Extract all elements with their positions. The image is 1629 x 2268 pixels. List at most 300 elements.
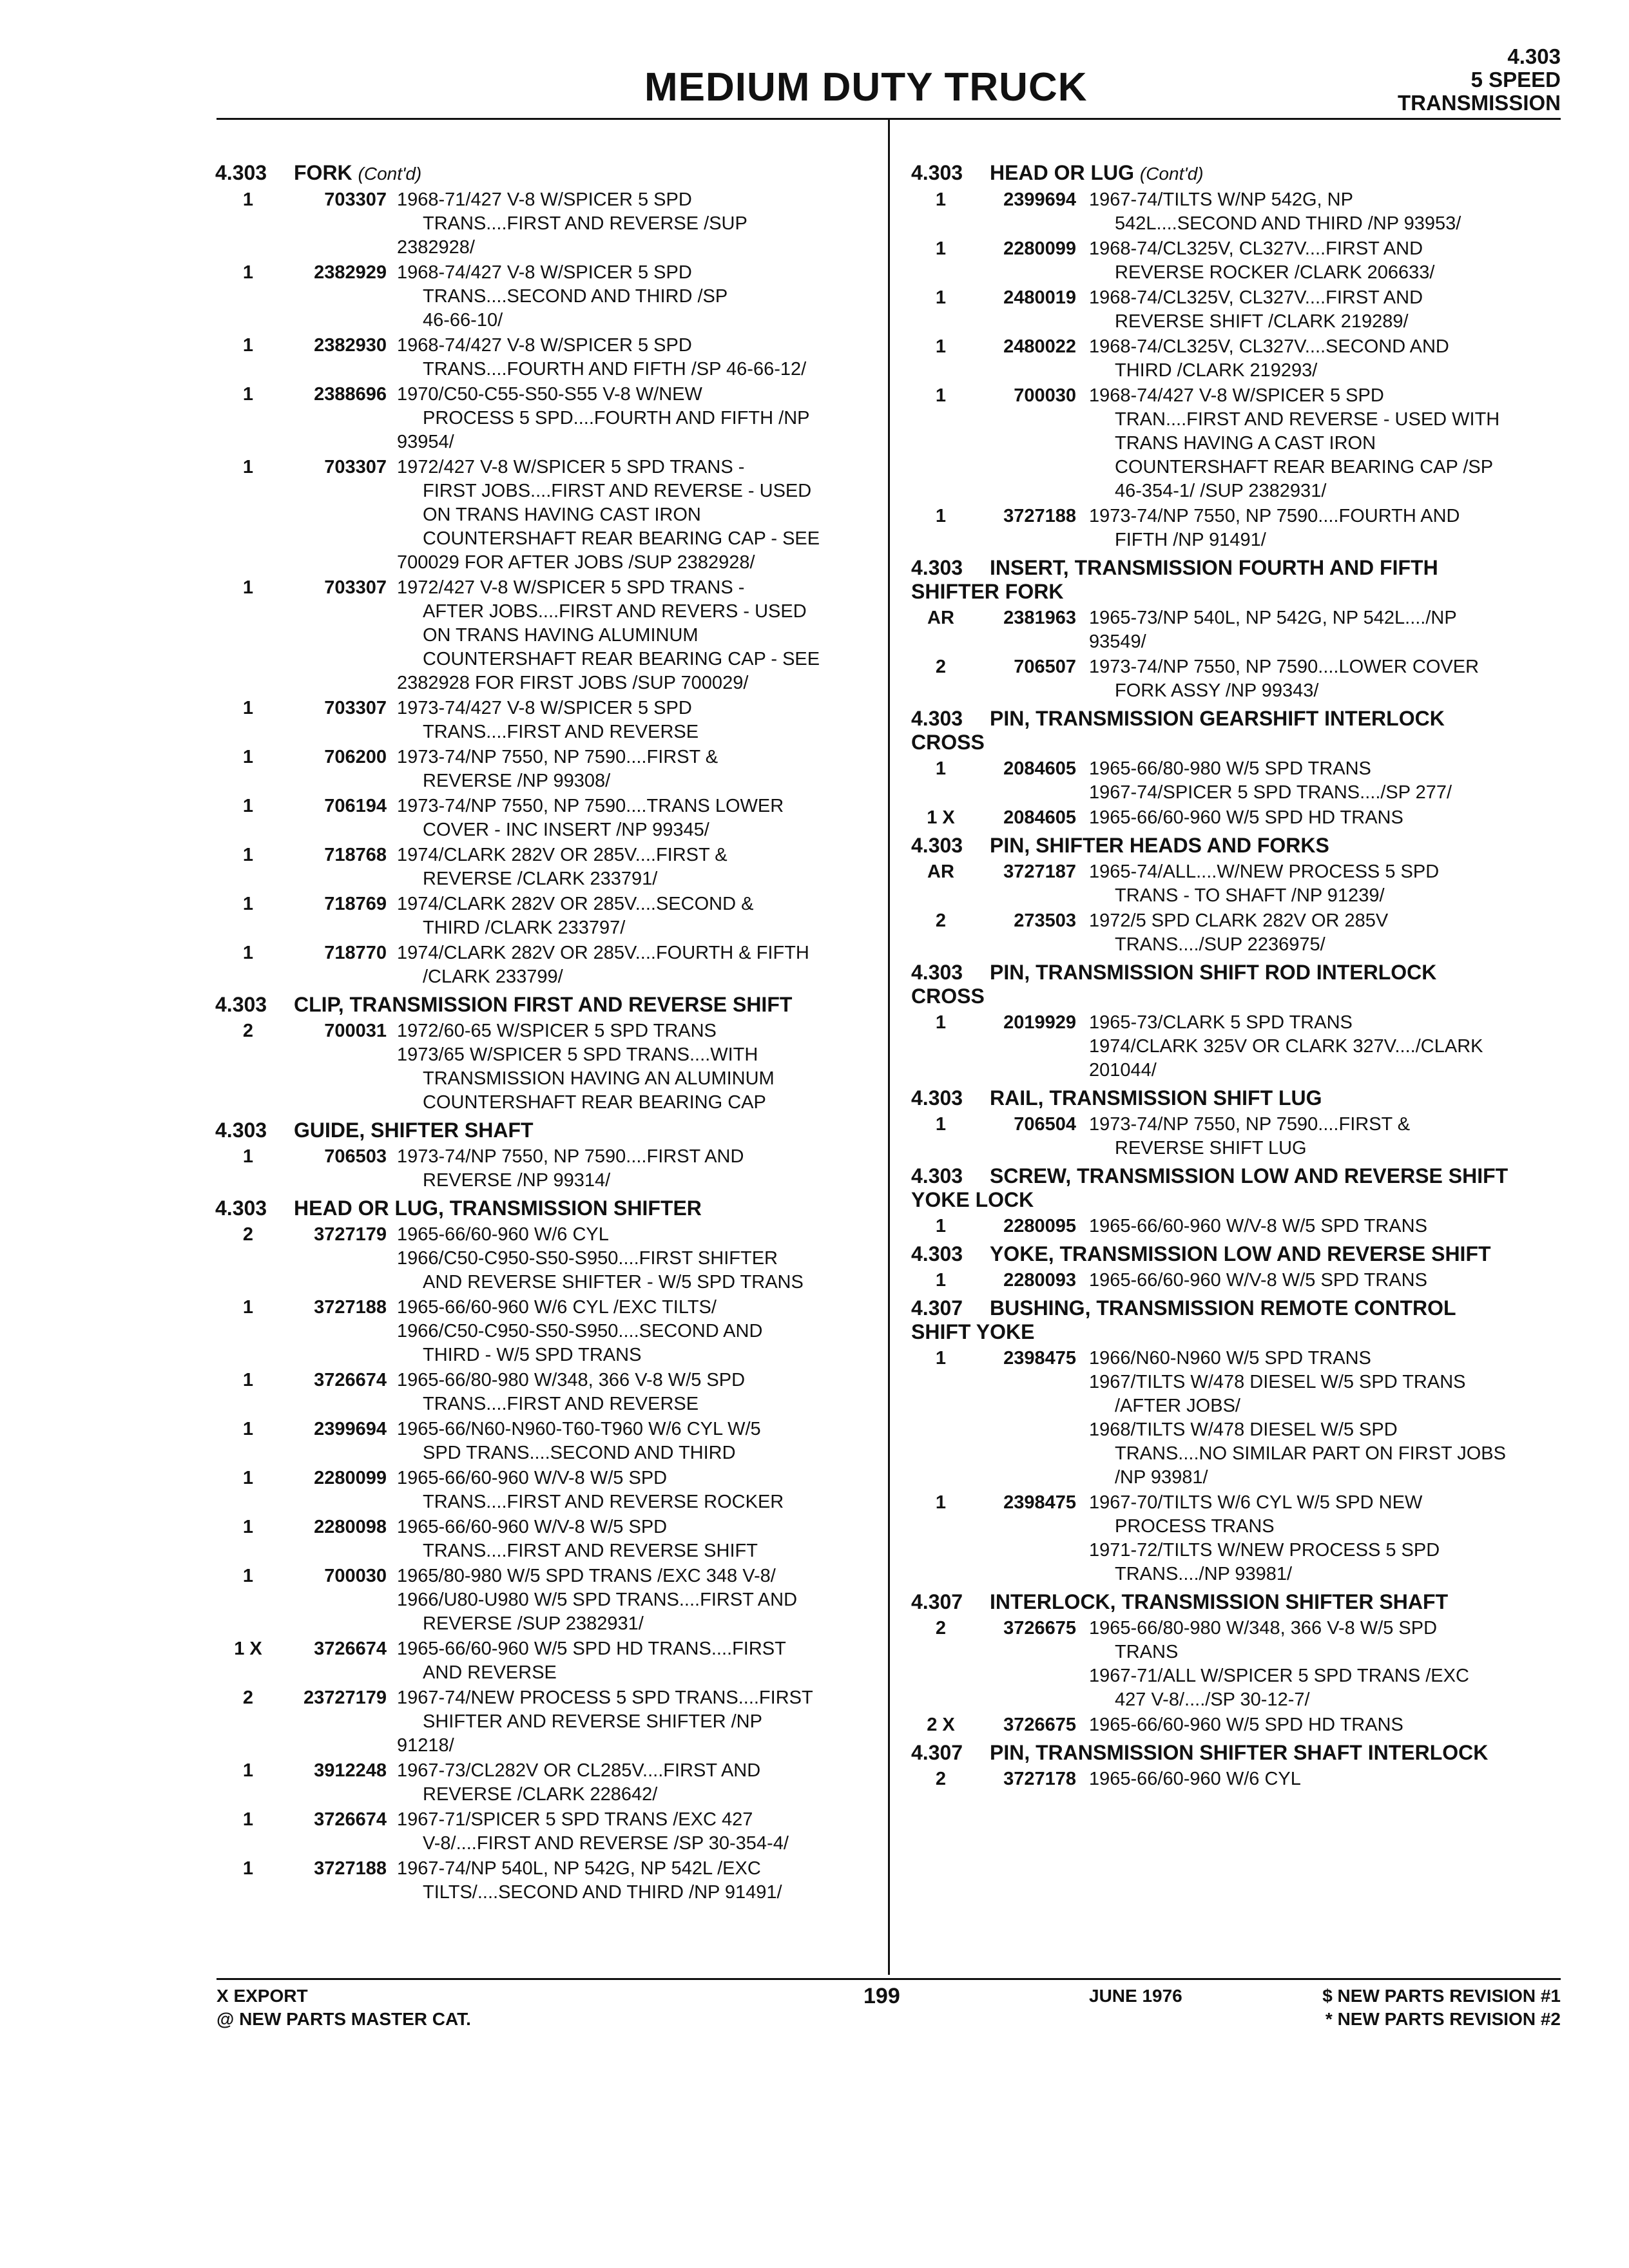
part-description xyxy=(397,697,870,744)
section-title-continued: SHIFTER FORK xyxy=(911,580,1064,603)
description-line: TRANS HAVING A CAST IRON xyxy=(1115,433,1376,454)
part-description xyxy=(1089,1215,1579,1238)
section-number: 4.303 xyxy=(911,1164,963,1187)
quantity: 1 xyxy=(935,506,947,526)
description-line: AFTER JOBS....FIRST AND REVERS - USED xyxy=(423,601,807,622)
part-description xyxy=(1089,757,1579,805)
description-line: 1968-74/CL325V, CL327V....FIRST AND xyxy=(1089,238,1423,259)
part-entry xyxy=(213,1808,870,1856)
page-date: JUNE 1976 xyxy=(1089,1986,1182,2006)
part-entry xyxy=(213,1019,870,1115)
description-line: 1967-71/ALL W/SPICER 5 SPD TRANS /EXC xyxy=(1089,1666,1469,1686)
quantity: 2 xyxy=(242,1021,254,1041)
description-line: PROCESS 5 SPD....FOURTH AND FIFTH /NP xyxy=(423,408,810,428)
catalog-section xyxy=(213,1196,870,1905)
section-heading xyxy=(909,1086,1579,1110)
part-entry xyxy=(213,1857,870,1905)
description-line: 1965-66/60-960 W/5 SPD HD TRANS....FIRST xyxy=(397,1639,786,1659)
column-divider xyxy=(888,119,890,1975)
part-description xyxy=(397,1466,870,1514)
part-number: 700030 xyxy=(324,1566,387,1586)
catalog-section xyxy=(909,1242,1579,1293)
description-line: 1967-74/NP 540L, NP 542G, NP 542L /EXC xyxy=(397,1858,761,1879)
description-line: 1965-66/60-960 W/V-8 W/5 SPD TRANS xyxy=(1089,1270,1427,1291)
part-entry xyxy=(213,1686,870,1758)
part-entry xyxy=(909,237,1579,285)
left-column xyxy=(213,161,870,1906)
part-number: 700030 xyxy=(1014,385,1076,406)
part-entry xyxy=(909,1713,1579,1737)
section-heading xyxy=(213,1196,870,1220)
section-number: 4.303 xyxy=(911,161,963,184)
quantity: 1 xyxy=(242,1146,254,1167)
part-number: 3727178 xyxy=(1003,1769,1076,1789)
description-line: 1968-74/CL325V, CL327V....FIRST AND xyxy=(1089,287,1423,308)
part-number: 718768 xyxy=(324,845,387,865)
quantity: 2 X xyxy=(927,1715,955,1735)
part-description xyxy=(397,1686,870,1758)
description-line: 201044/ xyxy=(1089,1060,1157,1081)
part-entry xyxy=(909,606,1579,654)
part-description xyxy=(397,794,870,842)
description-line: ON TRANS HAVING CAST IRON xyxy=(423,505,701,525)
description-line: 1967-70/TILTS W/6 CYL W/5 SPD NEW xyxy=(1089,1492,1423,1513)
part-number: 706194 xyxy=(324,796,387,816)
quantity: 1 xyxy=(242,457,254,477)
part-entry xyxy=(909,1491,1579,1586)
description-line: 1965-66/60-960 W/5 SPD HD TRANS xyxy=(1089,807,1403,828)
catalog-section xyxy=(909,1164,1579,1238)
description-line: THIRD - W/5 SPD TRANS xyxy=(423,1345,642,1365)
description-line: 1965-66/60-960 W/V-8 W/5 SPD xyxy=(397,1517,668,1537)
footer-legend-right xyxy=(1322,1984,1561,2031)
part-entry xyxy=(213,1466,870,1514)
part-entry xyxy=(909,806,1579,830)
section-number: 4.303 xyxy=(911,961,963,984)
part-number: 23727179 xyxy=(303,1687,387,1708)
part-number: 2280099 xyxy=(314,1468,387,1488)
description-line: 1965-74/ALL....W/NEW PROCESS 5 SPD xyxy=(1089,861,1440,882)
part-description xyxy=(1089,237,1579,285)
section-number: 4.307 xyxy=(911,1590,963,1613)
description-line: 1972/427 V-8 W/SPICER 5 SPD TRANS - xyxy=(397,577,745,598)
part-number: 706503 xyxy=(324,1146,387,1167)
part-description xyxy=(397,1296,870,1367)
section-title: HEAD OR LUG, TRANSMISSION SHIFTER xyxy=(294,1196,702,1220)
part-description xyxy=(397,261,870,332)
description-line: 1970/C50-C55-S50-S55 V-8 W/NEW xyxy=(397,384,702,405)
section-number: 4.303 xyxy=(215,1196,267,1220)
part-entry xyxy=(213,1369,870,1416)
part-entry xyxy=(213,1145,870,1193)
part-description xyxy=(1089,1617,1579,1712)
part-entry xyxy=(909,188,1579,236)
part-description xyxy=(1089,1113,1579,1160)
quantity: 1 xyxy=(242,747,254,767)
description-line: 1965-66/80-980 W/5 SPD TRANS xyxy=(1089,758,1371,779)
section-title-continued: CROSS xyxy=(911,731,985,754)
section-number: 4.303 xyxy=(1507,44,1561,68)
quantity: 1 xyxy=(935,1492,947,1513)
section-heading xyxy=(909,1242,1579,1266)
part-description xyxy=(1089,1767,1579,1791)
part-number: 706507 xyxy=(1014,657,1076,677)
part-number: 2382930 xyxy=(314,335,387,356)
description-line: 1972/427 V-8 W/SPICER 5 SPD TRANS - xyxy=(397,457,745,477)
part-description xyxy=(1089,655,1579,703)
part-number: 3727179 xyxy=(314,1224,387,1245)
description-line: ON TRANS HAVING ALUMINUM xyxy=(423,625,699,646)
part-number: 703307 xyxy=(324,698,387,718)
page-number: 199 xyxy=(863,1984,900,2008)
page-title: MEDIUM DUTY TRUCK xyxy=(644,65,1088,110)
section-number: 4.303 xyxy=(911,556,963,579)
description-line: 1968-74/427 V-8 W/SPICER 5 SPD xyxy=(397,262,692,283)
part-number: 3727188 xyxy=(314,1858,387,1879)
part-entry xyxy=(909,655,1579,703)
section-speed: 5 SPEED xyxy=(1470,68,1561,91)
section-heading xyxy=(213,993,870,1017)
part-number: 2280099 xyxy=(1003,238,1076,259)
description-line: 2382928 FOR FIRST JOBS /SUP 700029/ xyxy=(397,673,749,693)
description-line: 1967-74/NEW PROCESS 5 SPD TRANS....FIRST xyxy=(397,1687,813,1708)
section-heading xyxy=(909,1296,1579,1320)
section-heading xyxy=(909,161,1579,186)
quantity: 1 X xyxy=(927,807,955,828)
part-number: 273503 xyxy=(1014,910,1076,931)
part-entry xyxy=(909,1113,1579,1160)
description-line: 46-66-10/ xyxy=(423,310,503,331)
quantity: 2 xyxy=(935,1769,947,1789)
description-line: THIRD /CLARK 219293/ xyxy=(1115,360,1318,381)
part-description xyxy=(1089,606,1579,654)
description-line: AND REVERSE SHIFTER - W/5 SPD TRANS xyxy=(423,1272,804,1293)
part-entry xyxy=(213,1637,870,1685)
description-line: 1973-74/NP 7550, NP 7590....FIRST & xyxy=(397,747,718,767)
part-description xyxy=(397,1759,870,1807)
description-line: FIRST JOBS....FIRST AND REVERSE - USED xyxy=(423,481,812,501)
section-number: 4.303 xyxy=(911,707,963,730)
catalog-section xyxy=(909,1086,1579,1160)
part-entry xyxy=(213,794,870,842)
quantity: 1 xyxy=(242,1566,254,1586)
description-line: COUNTERSHAFT REAR BEARING CAP - SEE xyxy=(423,649,820,669)
section-title: PIN, TRANSMISSION GEARSHIFT INTERLOCK xyxy=(990,707,1445,730)
description-line: 1974/CLARK 282V OR 285V....FOURTH & FIFTH xyxy=(397,943,809,963)
part-number: 2382929 xyxy=(314,262,387,283)
quantity: 2 xyxy=(935,910,947,931)
part-number: 703307 xyxy=(324,577,387,598)
part-entry xyxy=(213,1564,870,1636)
part-number: 718769 xyxy=(324,894,387,914)
part-description xyxy=(397,1019,870,1115)
quantity: 1 xyxy=(935,1114,947,1135)
section-heading xyxy=(909,1741,1579,1765)
description-line: COUNTERSHAFT REAR BEARING CAP /SP xyxy=(1115,457,1494,477)
section-heading xyxy=(909,1590,1579,1614)
part-entry xyxy=(213,1515,870,1563)
part-number: 2084605 xyxy=(1003,758,1076,779)
description-line: COUNTERSHAFT REAR BEARING CAP - SEE xyxy=(423,528,820,549)
footer-legend-left xyxy=(217,1984,471,2031)
section-heading xyxy=(909,834,1579,858)
section-title: YOKE, TRANSMISSION LOW AND REVERSE SHIFT xyxy=(990,1242,1491,1265)
description-line: 1968-71/427 V-8 W/SPICER 5 SPD xyxy=(397,189,692,210)
quantity: 1 xyxy=(242,384,254,405)
section-heading xyxy=(213,1119,870,1142)
description-line: 1973-74/NP 7550, NP 7590....LOWER COVER xyxy=(1089,657,1480,677)
part-entry xyxy=(909,1767,1579,1791)
description-line: 1965-66/N60-N960-T60-T960 W/6 CYL W/5 xyxy=(397,1419,761,1439)
catalog-section xyxy=(909,1741,1579,1791)
section-title: PIN, TRANSMISSION SHIFT ROD INTERLOCK xyxy=(990,961,1437,984)
description-line: 1966/U80-U980 W/5 SPD TRANS....FIRST AND xyxy=(397,1590,798,1610)
quantity: 2 xyxy=(935,657,947,677)
description-line: 1973-74/NP 7550, NP 7590....FIRST & xyxy=(1089,1114,1411,1135)
description-line: 1972/5 SPD CLARK 282V OR 285V xyxy=(1089,910,1389,931)
description-line: 2382928/ xyxy=(397,237,475,258)
right-column xyxy=(909,161,1579,1792)
quantity: 1 xyxy=(935,758,947,779)
footer-revision-1: $ NEW PARTS REVISION #1 xyxy=(1322,1986,1561,2006)
description-line: 542L....SECOND AND THIRD /NP 93953/ xyxy=(1115,213,1461,234)
description-line: 1966/N60-N960 W/5 SPD TRANS xyxy=(1089,1348,1371,1369)
part-description xyxy=(397,1369,870,1416)
catalog-section xyxy=(213,993,870,1115)
part-entry xyxy=(213,1296,870,1367)
catalog-section xyxy=(909,961,1579,1082)
description-line: 1965-66/80-980 W/348, 366 V-8 W/5 SPD xyxy=(397,1370,746,1390)
description-line: 1968-74/427 V-8 W/SPICER 5 SPD xyxy=(397,335,692,356)
part-number: 706200 xyxy=(324,747,387,767)
quantity: 1 xyxy=(242,1297,254,1318)
part-number: 2019929 xyxy=(1003,1012,1076,1033)
description-line: 1965-66/60-960 W/6 CYL xyxy=(397,1224,609,1245)
description-line: TRANS....FIRST AND REVERSE ROCKER xyxy=(423,1492,784,1512)
part-description xyxy=(1089,384,1579,503)
quantity: AR xyxy=(927,608,954,628)
section-title: SCREW, TRANSMISSION LOW AND REVERSE SHIFT xyxy=(990,1164,1509,1187)
section-title: INTERLOCK, TRANSMISSION SHIFTER SHAFT xyxy=(990,1590,1449,1613)
part-entry xyxy=(909,1269,1579,1293)
part-description xyxy=(1089,1713,1579,1737)
section-number: 4.307 xyxy=(911,1741,963,1764)
section-number: 4.303 xyxy=(911,1086,963,1110)
part-entry xyxy=(213,892,870,940)
quantity: 1 xyxy=(242,1517,254,1537)
part-description xyxy=(397,1515,870,1563)
quantity: 1 xyxy=(242,943,254,963)
quantity: AR xyxy=(927,861,954,882)
part-number: 2480019 xyxy=(1003,287,1076,308)
quantity: 1 xyxy=(242,1370,254,1390)
description-line: 427 V-8/..../SP 30-12-7/ xyxy=(1115,1689,1310,1710)
quantity: 1 xyxy=(935,1270,947,1291)
description-line: 1966/C50-C950-S50-S950....SECOND AND xyxy=(397,1321,763,1341)
part-number: 2399694 xyxy=(1003,189,1076,210)
description-line: REVERSE /SUP 2382931/ xyxy=(423,1613,644,1634)
section-number: 4.303 xyxy=(911,1242,963,1265)
description-line: 93549/ xyxy=(1089,631,1146,652)
catalog-section xyxy=(909,1296,1579,1586)
section-title: BUSHING, TRANSMISSION REMOTE CONTROL xyxy=(990,1296,1456,1320)
part-entry xyxy=(909,909,1579,957)
catalog-section xyxy=(909,834,1579,957)
footer-export-note: X EXPORT xyxy=(217,1986,308,2006)
quantity: 1 xyxy=(935,1216,947,1236)
part-number: 3726674 xyxy=(314,1370,387,1390)
description-line: V-8/....FIRST AND REVERSE /SP 30-354-4/ xyxy=(423,1833,789,1854)
part-description xyxy=(1089,505,1579,552)
quantity: 1 xyxy=(935,189,947,210)
part-number: 3726674 xyxy=(314,1639,387,1659)
section-title: PIN, TRANSMISSION SHIFTER SHAFT INTERLOCK xyxy=(990,1741,1489,1764)
section-number: 4.307 xyxy=(911,1296,963,1320)
part-description xyxy=(397,188,870,260)
part-entry xyxy=(213,941,870,989)
description-line: 1974/CLARK 282V OR 285V....SECOND & xyxy=(397,894,754,914)
part-entry xyxy=(213,1759,870,1807)
quantity: 1 xyxy=(935,287,947,308)
description-line: TRANS....FIRST AND REVERSE SHIFT xyxy=(423,1541,758,1561)
part-number: 2480022 xyxy=(1003,336,1076,357)
part-description xyxy=(397,456,870,575)
part-entry xyxy=(909,1011,1579,1082)
description-line: FIFTH /NP 91491/ xyxy=(1115,530,1266,550)
quantity: 1 xyxy=(242,1809,254,1830)
part-description xyxy=(397,1145,870,1193)
description-line: 1972/60-65 W/SPICER 5 SPD TRANS xyxy=(397,1021,717,1041)
continued-note: (Cont'd) xyxy=(358,164,422,184)
quantity: 1 xyxy=(242,845,254,865)
catalog-section xyxy=(909,707,1579,830)
section-title: PIN, SHIFTER HEADS AND FORKS xyxy=(990,834,1329,857)
description-line: 1968-74/427 V-8 W/SPICER 5 SPD xyxy=(1089,385,1384,406)
quantity: 1 xyxy=(935,238,947,259)
quantity: 1 xyxy=(935,385,947,406)
part-number: 3727187 xyxy=(1003,861,1076,882)
description-line: 1965-73/CLARK 5 SPD TRANS xyxy=(1089,1012,1353,1033)
description-line: 1968/TILTS W/478 DIESEL W/5 SPD xyxy=(1089,1419,1398,1440)
catalog-section xyxy=(909,161,1579,552)
part-number: 2399694 xyxy=(314,1419,387,1439)
section-title-continued: CROSS xyxy=(911,985,985,1008)
part-entry xyxy=(909,335,1579,383)
description-line: TRANS....FIRST AND REVERSE xyxy=(423,1394,699,1414)
part-entry xyxy=(213,456,870,575)
quantity: 1 xyxy=(935,1012,947,1033)
description-line: 1973-74/NP 7550, NP 7590....FIRST AND xyxy=(397,1146,744,1167)
description-line: 1973-74/NP 7550, NP 7590....TRANS LOWER xyxy=(397,796,784,816)
description-line: COUNTERSHAFT REAR BEARING CAP xyxy=(423,1092,766,1113)
description-line: TRAN....FIRST AND REVERSE - USED WITH xyxy=(1115,409,1500,430)
part-number: 2388696 xyxy=(314,384,387,405)
footer-divider xyxy=(217,1978,1561,1980)
description-line: /AFTER JOBS/ xyxy=(1115,1396,1240,1416)
quantity: 1 X xyxy=(234,1639,262,1659)
part-entry xyxy=(909,505,1579,552)
description-line: 1965-73/NP 540L, NP 542G, NP 542L..../NP xyxy=(1089,608,1457,628)
description-line: TRANS - TO SHAFT /NP 91239/ xyxy=(1115,885,1385,906)
part-entry xyxy=(213,261,870,332)
section-heading xyxy=(909,961,1579,985)
part-description xyxy=(397,1637,870,1685)
description-line: 1967/TILTS W/478 DIESEL W/5 SPD TRANS xyxy=(1089,1372,1466,1392)
description-line: 1968-74/CL325V, CL327V....SECOND AND xyxy=(1089,336,1449,357)
part-entry xyxy=(213,576,870,695)
quantity: 2 xyxy=(242,1224,254,1245)
section-heading xyxy=(909,707,1579,731)
description-line: 1973/65 W/SPICER 5 SPD TRANS....WITH xyxy=(397,1044,758,1065)
description-line: REVERSE SHIFT /CLARK 219289/ xyxy=(1115,311,1409,332)
section-title-continued: SHIFT YOKE xyxy=(911,1320,1035,1343)
part-number: 2398475 xyxy=(1003,1492,1076,1513)
description-line: TRANS..../NP 93981/ xyxy=(1115,1564,1293,1584)
part-description xyxy=(397,941,870,989)
description-line: 1965-66/80-980 W/348, 366 V-8 W/5 SPD xyxy=(1089,1618,1438,1639)
description-line: REVERSE /NP 99314/ xyxy=(423,1170,611,1191)
description-line: AND REVERSE xyxy=(423,1662,557,1683)
part-entry xyxy=(213,383,870,454)
part-number: 3726675 xyxy=(1003,1715,1076,1735)
description-line: TRANS....FIRST AND REVERSE xyxy=(423,722,699,742)
part-description xyxy=(1089,806,1579,830)
description-line: 1967-71/SPICER 5 SPD TRANS /EXC 427 xyxy=(397,1809,753,1830)
part-description xyxy=(397,576,870,695)
part-description xyxy=(1089,286,1579,334)
quantity: 1 xyxy=(242,577,254,598)
section-title: INSERT, TRANSMISSION FOURTH AND FIFTH xyxy=(990,556,1438,579)
description-line: FORK ASSY /NP 99343/ xyxy=(1115,680,1319,701)
description-line: PROCESS TRANS xyxy=(1115,1516,1275,1537)
part-entry xyxy=(213,745,870,793)
part-entry xyxy=(213,188,870,260)
part-number: 700031 xyxy=(324,1021,387,1041)
part-number: 2381963 xyxy=(1003,608,1076,628)
description-line: REVERSE /NP 99308/ xyxy=(423,771,611,791)
part-description xyxy=(397,1418,870,1465)
description-line: TRANS..../SUP 2236975/ xyxy=(1115,934,1325,955)
part-description xyxy=(1089,909,1579,957)
description-line: THIRD /CLARK 233797/ xyxy=(423,918,626,938)
section-heading xyxy=(213,161,870,186)
part-description xyxy=(1089,1347,1579,1490)
part-number: 3727188 xyxy=(314,1297,387,1318)
section-group: TRANSMISSION xyxy=(1397,91,1561,115)
part-entry xyxy=(213,697,870,744)
part-description xyxy=(397,1223,870,1294)
description-line: TRANS....NO SIMILAR PART ON FIRST JOBS xyxy=(1115,1443,1506,1464)
quantity: 2 xyxy=(242,1687,254,1708)
part-entry xyxy=(909,1617,1579,1712)
section-number: 4.303 xyxy=(215,993,267,1016)
quantity: 1 xyxy=(242,796,254,816)
part-description xyxy=(397,334,870,381)
quantity: 2 xyxy=(935,1618,947,1639)
description-line: 1965-66/60-960 W/6 CYL /EXC TILTS/ xyxy=(397,1297,717,1318)
description-line: REVERSE /CLARK 233791/ xyxy=(423,869,658,889)
section-code xyxy=(1398,45,1561,115)
description-line: 1967-74/SPICER 5 SPD TRANS..../SP 277/ xyxy=(1089,782,1452,803)
part-number: 2280093 xyxy=(1003,1270,1076,1291)
quantity: 1 xyxy=(935,336,947,357)
part-description xyxy=(1089,1011,1579,1082)
description-line: REVERSE SHIFT LUG xyxy=(1115,1138,1307,1158)
part-entry xyxy=(909,860,1579,908)
description-line: 1973-74/427 V-8 W/SPICER 5 SPD xyxy=(397,698,692,718)
catalog-section xyxy=(213,1119,870,1193)
quantity: 1 xyxy=(242,894,254,914)
